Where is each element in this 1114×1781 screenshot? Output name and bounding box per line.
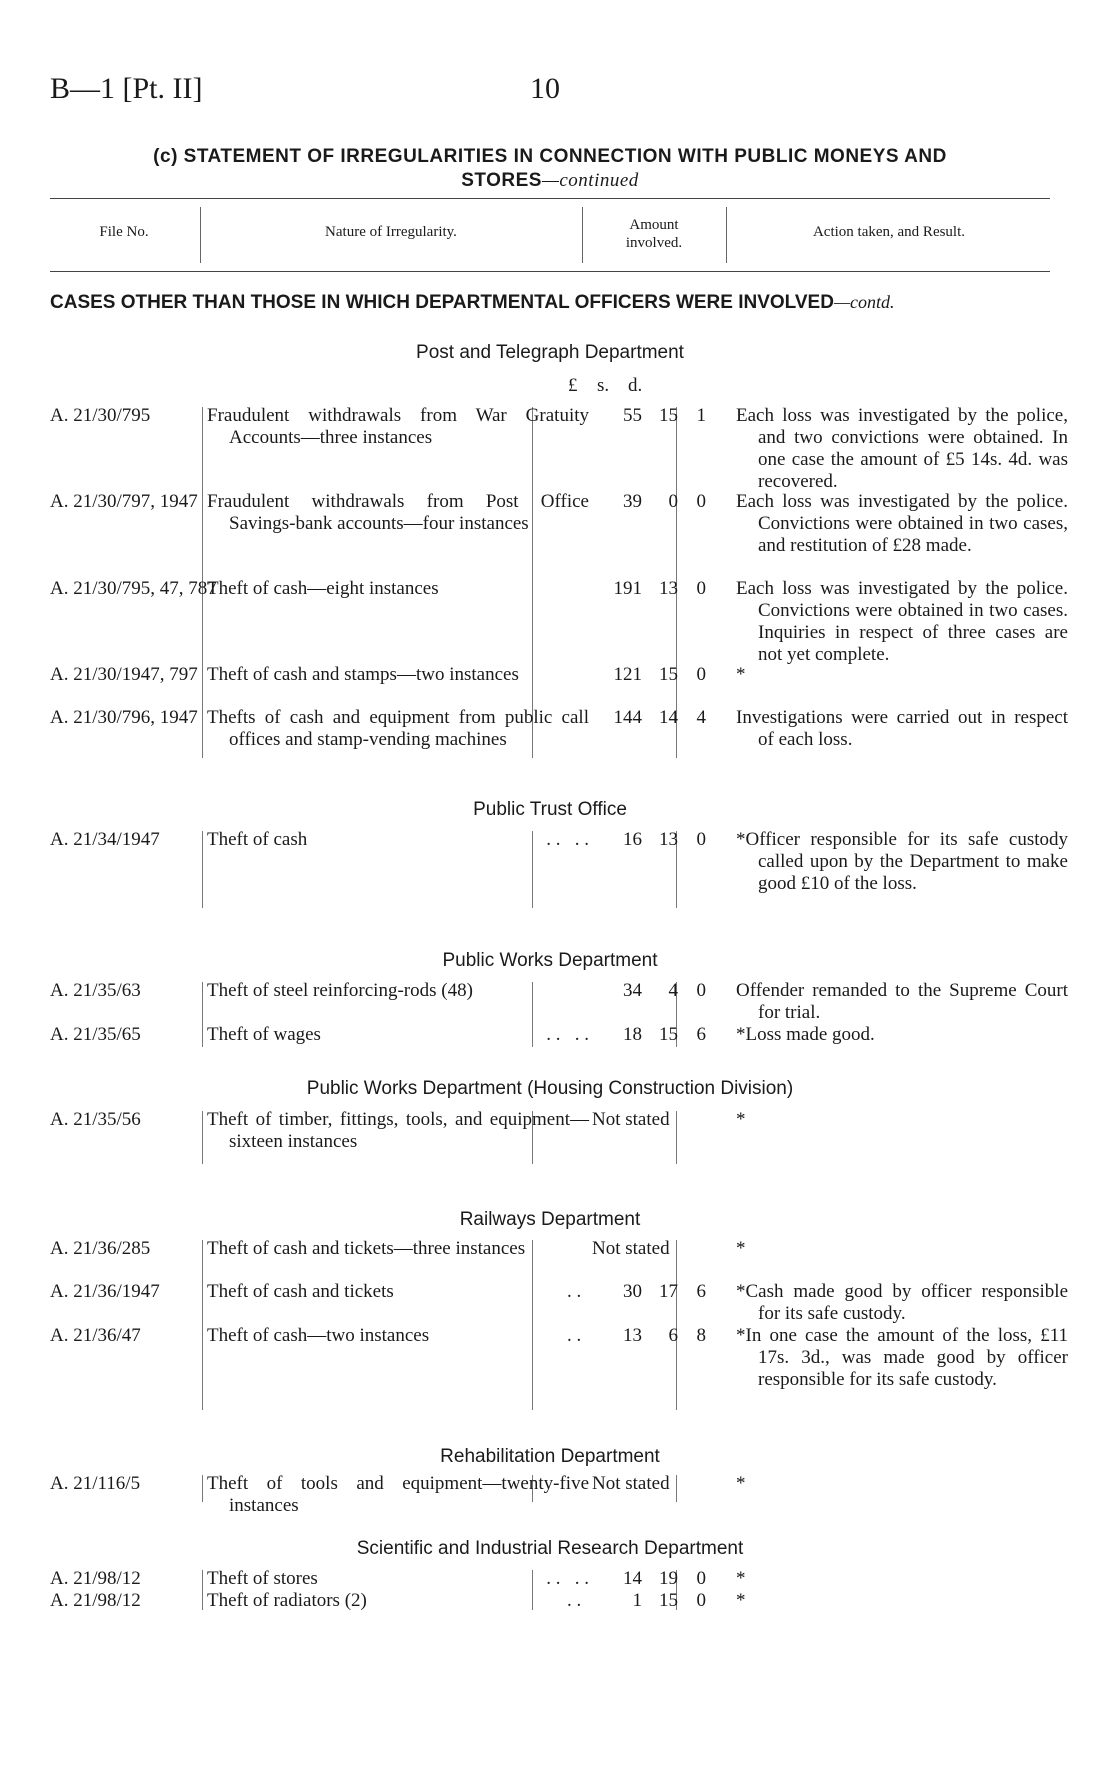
column-divider bbox=[200, 207, 201, 263]
action-result: Each loss was investigated by the police. Convictions were obtained in two cases, and restitution of £28 made. bbox=[736, 491, 1068, 556]
amount-pence: 1 bbox=[696, 405, 706, 426]
file-number: A. 21/30/795, 47, 787 bbox=[50, 578, 217, 599]
page-header bbox=[50, 72, 1050, 112]
amount-pence: 0 bbox=[696, 578, 706, 599]
irregularity-text: Theft of cash and stamps—two instances bbox=[207, 664, 519, 685]
column-rule bbox=[676, 1475, 677, 1502]
amount-pence: 0 bbox=[696, 980, 706, 1001]
irregularity-text: Fraudulent withdrawals from War Gratuity Accounts—three instances bbox=[207, 405, 589, 448]
action-result: * bbox=[736, 1238, 746, 1259]
irregularity-nature bbox=[207, 578, 589, 600]
irregularity-nature bbox=[207, 1473, 589, 1517]
dot-leader: . . . . bbox=[546, 829, 589, 850]
irregularity-nature bbox=[207, 405, 589, 449]
irregularity-nature bbox=[207, 1568, 589, 1590]
amount-pence: 0 bbox=[696, 829, 706, 850]
department-heading: Railways Department bbox=[459, 1209, 641, 1230]
amount-not-stated: Not stated bbox=[592, 1109, 670, 1130]
amount-pence: 0 bbox=[696, 491, 706, 512]
amount-pounds: 14 bbox=[623, 1568, 642, 1589]
document-reference: B—1 [Pt. II] bbox=[50, 72, 203, 105]
file-number: A. 21/36/1947 bbox=[50, 1281, 160, 1302]
statement-heading bbox=[50, 145, 1050, 193]
irregularity-nature bbox=[207, 1024, 589, 1046]
column-headers bbox=[50, 198, 1050, 272]
amount-pounds: 191 bbox=[613, 578, 642, 599]
action-result: * bbox=[736, 1590, 746, 1611]
amount-pence: 0 bbox=[696, 1568, 706, 1589]
irregularity-text: Thefts of cash and equipment from public call offices and stamp-vending machines bbox=[207, 707, 589, 750]
irregularity-nature bbox=[207, 491, 589, 535]
column-nature: Nature of Irregularity. bbox=[325, 224, 457, 240]
amount-shillings: 17 bbox=[659, 1281, 678, 1302]
action-result: * bbox=[736, 1473, 746, 1494]
amount-pounds: 34 bbox=[623, 980, 642, 1001]
irregularity-nature: Theft of cash—two instances . . bbox=[207, 1325, 582, 1346]
file-number: A. 21/30/796, 1947 bbox=[50, 707, 198, 728]
irregularity-nature bbox=[207, 1109, 589, 1153]
action-result: Offender remanded to the Supreme Court for trial. bbox=[736, 980, 1068, 1023]
department-heading: Rehabilitation Department bbox=[440, 1446, 660, 1467]
department-heading: Public Trust Office bbox=[473, 799, 627, 820]
file-number: A. 21/30/1947, 797 bbox=[50, 664, 198, 685]
irregularity-text: Theft of wages bbox=[207, 1024, 321, 1045]
action-result: * bbox=[736, 1109, 746, 1130]
file-number: A. 21/98/12 bbox=[50, 1568, 141, 1589]
page-number: 10 bbox=[530, 72, 560, 105]
action-result: *Officer responsible for its safe custody called upon by the Department to make good £10 of the loss. bbox=[736, 829, 1068, 894]
amount-pounds: 18 bbox=[623, 1024, 642, 1045]
amount-shillings: 13 bbox=[659, 829, 678, 850]
amount-pence: 4 bbox=[696, 707, 706, 728]
column-divider bbox=[582, 207, 583, 263]
irregularity-text: Theft of cash bbox=[207, 829, 308, 850]
column-amount: Amount involved. bbox=[625, 217, 683, 251]
action-result: Each loss was investigated by the police, and two convictions were obtained. In one case the amount of £5 14s. 4d. was recovered. bbox=[736, 405, 1068, 492]
file-number: A. 21/35/63 bbox=[50, 980, 141, 1001]
column-divider bbox=[726, 207, 727, 263]
irregularity-nature bbox=[207, 829, 589, 851]
column-file-no: File No. bbox=[99, 224, 149, 240]
heading-line-2: STORES—continued bbox=[461, 170, 639, 191]
irregularity-text: Fraudulent withdrawals from Post Office Savings-bank accounts—four instances bbox=[207, 491, 589, 534]
action-result: Each loss was investigated by the police. Convictions were obtained in two cases. Inquiries in respect of three cases are not yet complete. bbox=[736, 578, 1068, 665]
department-heading: Public Works Department bbox=[442, 950, 658, 971]
file-number: A. 21/35/56 bbox=[50, 1109, 141, 1130]
action-result: * bbox=[736, 664, 746, 685]
file-number: A. 21/36/47 bbox=[50, 1325, 141, 1346]
amount-pounds: 16 bbox=[623, 829, 642, 850]
amount-not-stated: Not stated bbox=[592, 1238, 670, 1259]
file-number: A. 21/116/5 bbox=[50, 1473, 141, 1494]
file-number: A. 21/36/285 bbox=[50, 1238, 151, 1259]
irregularity-nature bbox=[207, 664, 589, 686]
heading-line-1: (c) STATEMENT OF IRREGULARITIES IN CONNECTION WITH PUBLIC MONEYS AND bbox=[153, 146, 947, 167]
file-number: A. 21/98/12 bbox=[50, 1590, 141, 1611]
file-number: A. 21/34/1947 bbox=[50, 829, 160, 850]
amount-shillings: 6 bbox=[668, 1325, 678, 1346]
irregularity-text: Theft of cash and tickets bbox=[207, 1281, 394, 1302]
amount-pounds: 1 bbox=[632, 1590, 642, 1611]
irregularity-nature bbox=[207, 1238, 589, 1260]
department-heading: Scientific and Industrial Research Department bbox=[356, 1538, 744, 1559]
irregularity-text: Theft of cash and tickets—three instances bbox=[207, 1238, 526, 1259]
irregularity-nature: Theft of cash and tickets . . bbox=[207, 1281, 582, 1302]
amount-shillings: 15 bbox=[659, 405, 678, 426]
amount-pence: 8 bbox=[696, 1325, 706, 1346]
irregularity-text: Theft of cash—eight instances bbox=[207, 578, 439, 599]
action-result: *In one case the amount of the loss, £11 17s. 3d., was made good by officer responsible for its safe custody. bbox=[736, 1325, 1068, 1390]
amount-shillings: 19 bbox=[659, 1568, 678, 1589]
file-number: A. 21/35/65 bbox=[50, 1024, 141, 1045]
file-number: A. 21/30/795 bbox=[50, 405, 151, 426]
lsd-shillings: s. bbox=[597, 375, 610, 396]
amount-not-stated: Not stated bbox=[592, 1473, 670, 1494]
irregularity-nature bbox=[207, 707, 589, 751]
irregularity-nature: Theft of radiators (2) . . bbox=[207, 1590, 582, 1611]
action-result: *Cash made good by officer responsible for its safe custody. bbox=[736, 1281, 1068, 1324]
department-heading: Post and Telegraph Department bbox=[416, 342, 684, 363]
amount-pounds: 13 bbox=[623, 1325, 642, 1346]
irregularity-text: Theft of steel reinforcing-rods (48) bbox=[207, 980, 473, 1001]
amount-pence: 0 bbox=[696, 664, 706, 685]
amount-shillings: 15 bbox=[659, 1590, 678, 1611]
amount-pounds: 30 bbox=[623, 1281, 642, 1302]
amount-pence: 6 bbox=[696, 1281, 706, 1302]
column-rule bbox=[676, 1111, 677, 1164]
amount-shillings: 15 bbox=[659, 1024, 678, 1045]
irregularity-text: Theft of stores bbox=[207, 1568, 318, 1589]
amount-shillings: 14 bbox=[659, 707, 678, 728]
irregularity-nature bbox=[207, 980, 589, 1002]
action-result: * bbox=[736, 1568, 746, 1589]
amount-pounds: 144 bbox=[613, 707, 642, 728]
action-result: Investigations were carried out in respect of each loss. bbox=[736, 707, 1068, 750]
irregularity-text: Theft of timber, fittings, tools, and equipment—sixteen instances bbox=[207, 1109, 589, 1152]
irregularity-text: Theft of radiators (2) bbox=[207, 1590, 367, 1611]
irregularity-text: Theft of cash—two instances bbox=[207, 1325, 430, 1346]
amount-pounds: 39 bbox=[623, 491, 642, 512]
amount-shillings: 0 bbox=[668, 491, 678, 512]
amount-pounds: 55 bbox=[623, 405, 642, 426]
lsd-pounds: £ bbox=[568, 375, 578, 396]
dot-leader: . . . . bbox=[546, 1568, 589, 1589]
dot-leader: . . . . bbox=[546, 1024, 589, 1045]
department-heading: Public Works Department (Housing Construction Division) bbox=[306, 1078, 794, 1099]
amount-shillings: 15 bbox=[659, 664, 678, 685]
amount-pence: 6 bbox=[696, 1024, 706, 1045]
amount-pence: 0 bbox=[696, 1590, 706, 1611]
lsd-pence: d. bbox=[628, 375, 643, 396]
amount-pounds: 121 bbox=[613, 664, 642, 685]
action-result: *Loss made good. bbox=[736, 1024, 875, 1045]
cases-heading: CASES OTHER THAN THOSE IN WHICH DEPARTMENTAL OFFICERS WERE INVOLVED—contd. bbox=[50, 292, 895, 313]
file-number: A. 21/30/797, 1947 bbox=[50, 491, 198, 512]
irregularity-text: Theft of tools and equipment—twenty-five instances bbox=[207, 1473, 589, 1516]
column-action: Action taken, and Result. bbox=[812, 224, 966, 240]
amount-shillings: 13 bbox=[659, 578, 678, 599]
amount-shillings: 4 bbox=[668, 980, 678, 1001]
